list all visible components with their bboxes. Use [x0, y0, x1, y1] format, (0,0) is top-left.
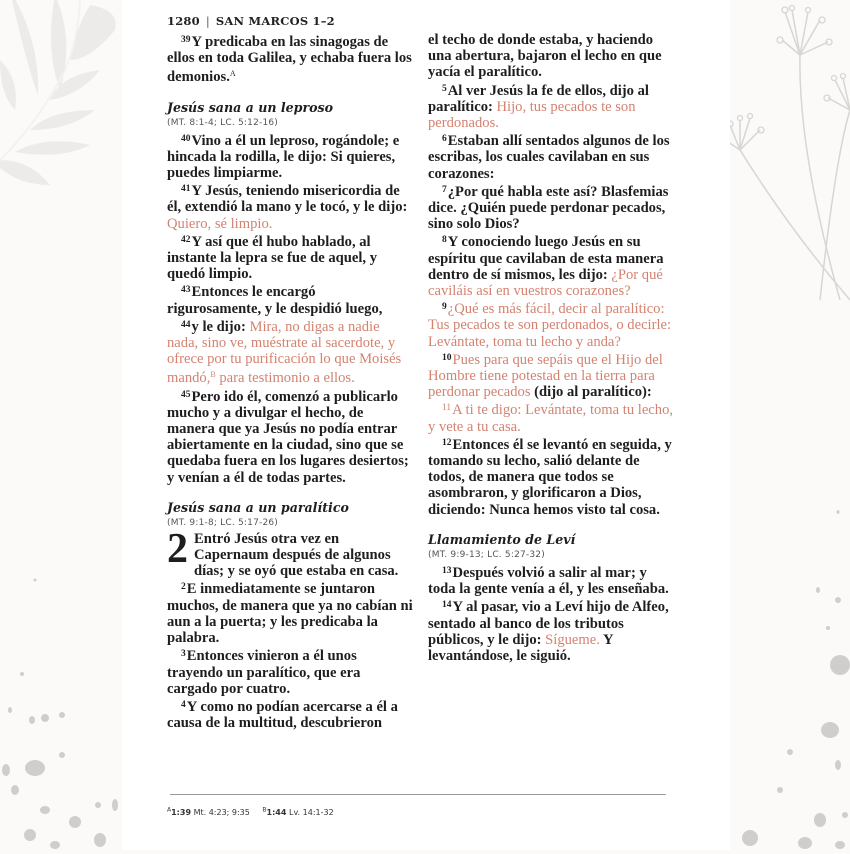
footnote: $^A$1:39 Mt. 4:23; 9:35 [167, 806, 250, 817]
verse-number: 45 [181, 389, 191, 400]
leaf-branch-icon [0, 0, 122, 850]
chapter-2-start [167, 525, 413, 580]
verse-number: 40 [181, 133, 191, 144]
verse-2-4-continued: el techo de donde estaba, y haciendo una abertura, bajaron el lecho en que yacía el paralítico. [428, 32, 662, 81]
dandelion-stems-icon [730, 0, 850, 850]
verse-2-6: $^6$Estaban allí sentados algunos de los escribas, los cuales cavilaban en sus corazones: [428, 133, 670, 182]
verse-2-13: $^{13}$Después volvió a salir al mar; y toda la gente venía a él, y les enseñaba. [428, 564, 669, 598]
footnote-marker[interactable]: A [229, 69, 236, 79]
verse-1-41: $^{41}$Y Jesús, teniendo misericordia de él, extendió la mano y le tocó, y le dijo: Quiero, sé limpio. [167, 183, 408, 232]
right-decoration [730, 0, 850, 850]
book-range: SAN MARCOS 1–2 [215, 14, 335, 28]
words-of-jesus: Hijo, tus pecados te son perdonados. [428, 98, 636, 132]
words-of-jesus: A ti te digo: Levántate, toma tu lecho, y vete a tu casa. [428, 402, 674, 435]
verse-number: 2 [181, 582, 186, 593]
left-column [167, 32, 413, 731]
verse-2-12: $^{12}$Entonces él se levantó en seguida, y tomando su lecho, salió delante de todos, de manera que todos se asombraron, y glorificaron a Dios, diciendo: Nunca hemos visto tal cosa. [428, 436, 672, 518]
verse-2-1: Entró Jesús otra vez en Capernaum después de algunos días; y se oyó que estaba en casa. [194, 530, 399, 580]
footnote-marker[interactable]: B [210, 370, 216, 380]
words-of-jesus: Quiero, sé limpio. [167, 215, 273, 232]
right-column [428, 32, 674, 664]
verse-number: 7 [442, 184, 447, 195]
footnote: $^B$1:44 Lv. 14:1-32 [262, 806, 334, 817]
verse-number: 14 [442, 600, 452, 611]
verse-2-14: $^{14}$Y al pasar, vio a Leví hijo de Alfeo, sentado al banco de los tributos públicos, y le dijo: Sígueme. Y levantándose, le siguió. [428, 599, 669, 664]
verse-2-8: $^8$Y conociendo luego Jesús en su espíritu que cavilaban de esta manera dentro de sí mismos, les dijo: ¿Por qué caviláis así en vuestros corazones? [428, 234, 664, 300]
verse-2-11 [428, 400, 674, 434]
verse-number: 41 [181, 184, 191, 195]
words-of-jesus: para testimonio a ellos. [215, 370, 355, 387]
section-heading: Jesús sana a un paralítico [167, 499, 349, 515]
verse-number: 8 [442, 235, 447, 246]
words-of-jesus: Mira, no digas a nadie nada, sino ve, muéstrate al sacerdote, y ofrece por tu purificación lo que Moisés mandó, [167, 318, 402, 387]
words-of-jesus: Sígueme. [545, 631, 600, 648]
left-decoration [0, 0, 122, 850]
verse-2-3: $^3$Entonces vinieron a él unos trayendo un paralítico, que era cargado por cuatro. [167, 648, 361, 697]
footnote-divider [170, 794, 666, 795]
verse-number: 10 [442, 352, 452, 363]
verse-number: 43 [181, 285, 191, 296]
running-head [167, 14, 335, 28]
verse-1-39: $^{39}$Y predicaba en las sinagogas de ellos en toda Galilea, y echaba fuera los demonios.$^A$ [167, 34, 412, 86]
section-heading: Llamamiento de Leví [428, 531, 576, 547]
chapter-number: 2 [167, 525, 188, 572]
verse-number: 44 [181, 319, 191, 330]
verse-number: 13 [442, 565, 452, 576]
verse-1-44: $^{44}$y le dijo: Mira, no digas a nadie nada, sino ve, muéstrate al sacerdote, y ofrece por tu purificación lo que Moisés mandó,$^B$ para testimonio a ellos. [167, 318, 402, 387]
verse-number: 42 [181, 234, 191, 245]
verse-2-10: $^{10}$Pues para que sepáis que el Hijo del Hombre tiene potestad en la tierra para perdonar pecados (dijo al paralítico): [428, 351, 663, 401]
verse-2-4: $^4$Y como no podían acercarse a él a causa de la multitud, descubrieron [167, 698, 398, 732]
verse-number: 39 [181, 35, 191, 45]
words-of-jesus: ¿Qué es más fácil, decir al paralítico: Tus pecados te son perdonados, o decirle: Levántate, toma tu lecho y anda? [428, 301, 672, 350]
words-of-jesus: Pues para que sepáis que el Hijo del Hombre tiene potestad en la tierra para perdonar pecados [428, 351, 663, 401]
verse-number: 4 [181, 699, 186, 710]
verse-number: 9 [442, 302, 447, 313]
verse-2-7: $^7$¿Por qué habla este así? Blasfemias dice. ¿Quién puede perdonar pecados, sino solo Dios? [428, 183, 669, 233]
verse-1-42: $^{42}$Y así que él hubo hablado, al instante la lepra se fue de aquel, y quedó limpio. [167, 233, 377, 283]
verse-1-43: $^{43}$Entonces le encargó rigurosamente, y le despidió luego, [167, 284, 383, 317]
verse-number: 6 [442, 134, 447, 145]
verse-2-5: $^5$Al ver Jesús la fe de ellos, dijo al paralítico: Hijo, tus pecados te son perdonados. [428, 82, 649, 132]
cross-reference: (MT. 9:1-8; LC. 5:17-26) [167, 517, 279, 528]
verse-number: 11 [442, 403, 452, 414]
verse-2-9 [428, 299, 674, 350]
verse-number: 12 [442, 437, 452, 448]
head-separator: | [205, 14, 210, 28]
bible-page [122, 0, 730, 850]
cross-reference: (MT. 9:9-13; LC. 5:27-32) [428, 549, 545, 560]
section-heading: Jesús sana a un leproso [167, 99, 334, 115]
verse-number: 3 [181, 649, 186, 660]
verse-1-45: $^{45}$Pero ido él, comenzó a publicarlo mucho y a divulgar el hecho, de manera que ya Jesús no podía entrar abiertamente en la ciudad, sino que se quedaba fuera en los lugares desiertos; y venían a él de todas partes. [167, 388, 409, 486]
cross-reference: (MT. 8:1-4; LC. 5:12-16) [167, 117, 279, 128]
page-number: 1280 [167, 14, 200, 28]
verse-number: 5 [442, 83, 447, 94]
words-of-jesus: ¿Por qué caviláis así en vuestros corazones? [428, 266, 663, 300]
verse-2-2: $^2$E inmediatamente se juntaron muchos, de manera que ya no cabían ni aun a la puerta; y les predicaba la palabra. [167, 581, 413, 647]
verse-1-40: $^{40}$Vino a él un leproso, rogándole; e hincada la rodilla, le dijo: Si quieres, puedes limpiarme. [167, 132, 400, 182]
footnotes [167, 806, 344, 817]
